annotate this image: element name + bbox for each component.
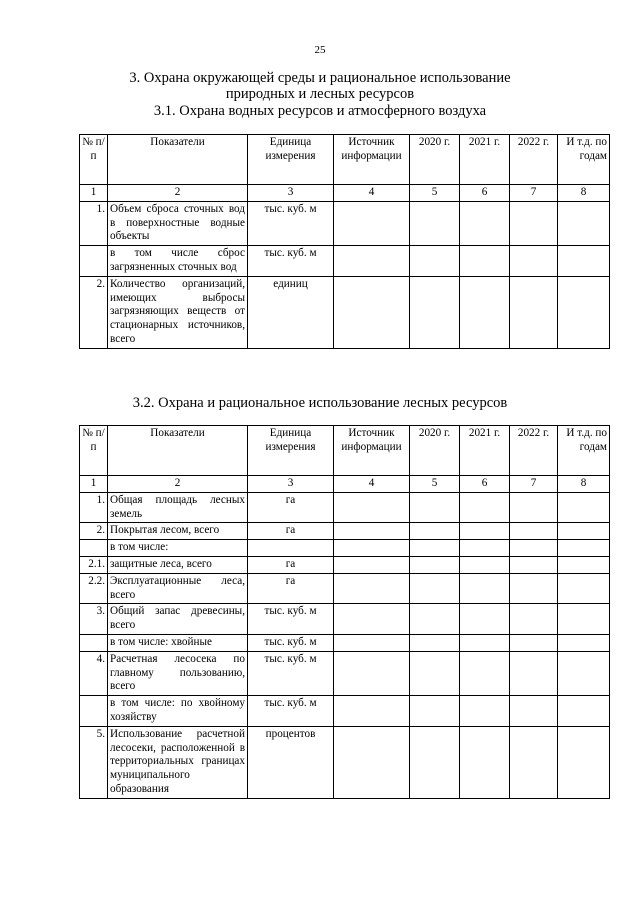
row-unit: га — [248, 573, 334, 604]
row-unit: га — [248, 492, 334, 523]
table-row — [80, 492, 610, 523]
water-air-table — [79, 134, 610, 349]
cell-empty — [410, 523, 460, 540]
row-unit: тыс. куб. м — [248, 604, 334, 635]
row-indicator: в том числе: хвойные — [108, 634, 248, 651]
row-indicator: Количество организаций, имеющих выбросы загрязняющих веществ от стационарных источников, всего — [108, 276, 248, 348]
cell-empty — [558, 246, 610, 277]
cell-empty — [410, 556, 460, 573]
cell-empty — [334, 726, 410, 798]
col-number: 8 — [558, 185, 610, 202]
row-num: 2. — [80, 276, 108, 348]
row-num: 2.1. — [80, 556, 108, 573]
cell-empty — [460, 540, 510, 557]
cell-empty — [510, 696, 558, 727]
cell-empty — [410, 634, 460, 651]
col-number: 3 — [248, 476, 334, 493]
column-number-row — [80, 185, 610, 202]
header-source: Источник информации — [334, 135, 410, 185]
cell-empty — [460, 201, 510, 245]
cell-empty — [334, 540, 410, 557]
table-row — [80, 726, 610, 798]
header-num: № п/п — [80, 426, 108, 476]
cell-empty — [510, 726, 558, 798]
row-indicator: защитные леса, всего — [108, 556, 248, 573]
cell-empty — [334, 201, 410, 245]
row-unit: тыс. куб. м — [248, 201, 334, 245]
section-heading-3-line-2: природных и лесных ресурсов — [225, 86, 415, 102]
cell-empty — [460, 726, 510, 798]
col-number: 1 — [80, 476, 108, 493]
col-number: 7 — [510, 476, 558, 493]
cell-empty — [334, 573, 410, 604]
row-unit: тыс. куб. м — [248, 651, 334, 695]
cell-empty — [510, 540, 558, 557]
cell-empty — [410, 201, 460, 245]
col-number: 3 — [248, 185, 334, 202]
col-number: 6 — [460, 476, 510, 493]
row-num: 2. — [80, 523, 108, 540]
cell-empty — [510, 634, 558, 651]
row-num: 2.2. — [80, 573, 108, 604]
table-row — [80, 556, 610, 573]
cell-empty — [334, 604, 410, 635]
cell-empty — [334, 696, 410, 727]
header-unit: Единица измерения — [248, 135, 334, 185]
header-2020: 2020 г. — [410, 135, 460, 185]
cell-empty — [410, 573, 460, 604]
cell-empty — [460, 492, 510, 523]
table-row — [80, 651, 610, 695]
cell-empty — [410, 492, 460, 523]
cell-empty — [460, 604, 510, 635]
cell-empty — [510, 556, 558, 573]
cell-empty — [410, 276, 460, 348]
cell-empty — [334, 651, 410, 695]
row-indicator: Общая площадь лесных земель — [108, 492, 248, 523]
header-2022: 2022 г. — [510, 426, 558, 476]
forest-resources-table — [79, 425, 610, 799]
row-num — [80, 634, 108, 651]
cell-empty — [410, 604, 460, 635]
row-num: 5. — [80, 726, 108, 798]
row-indicator: Эксплуатационные леса, всего — [108, 573, 248, 604]
cell-empty — [510, 246, 558, 277]
table-row — [80, 523, 610, 540]
cell-empty — [334, 276, 410, 348]
cell-empty — [410, 540, 460, 557]
cell-empty — [510, 604, 558, 635]
row-num — [80, 540, 108, 557]
table-row — [80, 246, 610, 277]
cell-empty — [460, 651, 510, 695]
row-num — [80, 246, 108, 277]
cell-empty — [510, 492, 558, 523]
table-row — [80, 573, 610, 604]
header-2021: 2021 г. — [460, 135, 510, 185]
row-indicator: в том числе сброс загрязненных сточных вод — [108, 246, 248, 277]
table-header-row — [80, 426, 610, 476]
header-etc: И т.д. по годам — [558, 426, 610, 476]
cell-empty — [558, 201, 610, 245]
row-unit: процентов — [248, 726, 334, 798]
col-number: 5 — [410, 185, 460, 202]
row-unit: тыс. куб. м — [248, 634, 334, 651]
section-heading-3-1: 3.1. Охрана водных ресурсов и атмосферного воздуха — [153, 103, 487, 119]
section-heading-3-line-1: 3. Охрана окружающей среды и рациональное использование — [129, 70, 511, 86]
cell-empty — [460, 523, 510, 540]
row-indicator: Расчетная лесосека по главному пользованию, всего — [108, 651, 248, 695]
col-number: 7 — [510, 185, 558, 202]
section-heading-3-2: 3.2. Охрана и рациональное использование лесных ресурсов — [132, 395, 508, 411]
table-header-row — [80, 135, 610, 185]
cell-empty — [510, 651, 558, 695]
row-num: 1. — [80, 492, 108, 523]
cell-empty — [334, 246, 410, 277]
row-num: 3. — [80, 604, 108, 635]
cell-empty — [460, 634, 510, 651]
cell-empty — [558, 540, 610, 557]
row-num: 1. — [80, 201, 108, 245]
row-indicator: Покрытая лесом, всего — [108, 523, 248, 540]
cell-empty — [334, 634, 410, 651]
table-row — [80, 696, 610, 727]
cell-empty — [334, 523, 410, 540]
cell-empty — [410, 726, 460, 798]
col-number: 5 — [410, 476, 460, 493]
row-indicator: Объем сброса сточных вод в поверхностные водные объекты — [108, 201, 248, 245]
column-number-row — [80, 476, 610, 493]
cell-empty — [460, 246, 510, 277]
col-number: 4 — [334, 185, 410, 202]
cell-empty — [410, 651, 460, 695]
row-indicator: в том числе: — [108, 540, 248, 557]
cell-empty — [460, 696, 510, 727]
cell-empty — [558, 634, 610, 651]
header-2020: 2020 г. — [410, 426, 460, 476]
col-number: 6 — [460, 185, 510, 202]
table-row — [80, 634, 610, 651]
row-indicator: Использование расчетной лесосеки, расположенной в территориальных границах муниципального образования — [108, 726, 248, 798]
cell-empty — [410, 696, 460, 727]
cell-empty — [558, 651, 610, 695]
header-indicator: Показатели — [108, 135, 248, 185]
cell-empty — [558, 573, 610, 604]
table-row — [80, 201, 610, 245]
cell-empty — [558, 523, 610, 540]
row-unit: га — [248, 556, 334, 573]
table-row — [80, 604, 610, 635]
cell-empty — [558, 492, 610, 523]
cell-empty — [410, 246, 460, 277]
cell-empty — [510, 201, 558, 245]
table-row — [80, 276, 610, 348]
row-indicator: в том числе: по хвойному хозяйству — [108, 696, 248, 727]
cell-empty — [510, 523, 558, 540]
row-unit: единиц — [248, 276, 334, 348]
table-row — [80, 540, 610, 557]
header-etc: И т.д. по годам — [558, 135, 610, 185]
col-number: 1 — [80, 185, 108, 202]
header-unit: Единица измерения — [248, 426, 334, 476]
cell-empty — [334, 556, 410, 573]
cell-empty — [558, 726, 610, 798]
row-unit: тыс. куб. м — [248, 246, 334, 277]
header-2021: 2021 г. — [460, 426, 510, 476]
cell-empty — [460, 573, 510, 604]
cell-empty — [558, 556, 610, 573]
header-indicator: Показатели — [108, 426, 248, 476]
cell-empty — [558, 276, 610, 348]
section-heading-3 — [0, 70, 640, 102]
row-num — [80, 696, 108, 727]
cell-empty — [460, 276, 510, 348]
col-number: 2 — [108, 476, 248, 493]
row-unit: тыс. куб. м — [248, 696, 334, 727]
page-number: 25 — [314, 44, 326, 56]
col-number: 8 — [558, 476, 610, 493]
col-number: 4 — [334, 476, 410, 493]
row-unit: га — [248, 523, 334, 540]
row-unit — [248, 540, 334, 557]
cell-empty — [558, 604, 610, 635]
cell-empty — [510, 573, 558, 604]
col-number: 2 — [108, 185, 248, 202]
header-2022: 2022 г. — [510, 135, 558, 185]
row-indicator: Общий запас древесины, всего — [108, 604, 248, 635]
cell-empty — [510, 276, 558, 348]
header-source: Источник информации — [334, 426, 410, 476]
header-num: № п/п — [80, 135, 108, 185]
cell-empty — [558, 696, 610, 727]
cell-empty — [334, 492, 410, 523]
row-num: 4. — [80, 651, 108, 695]
cell-empty — [460, 556, 510, 573]
